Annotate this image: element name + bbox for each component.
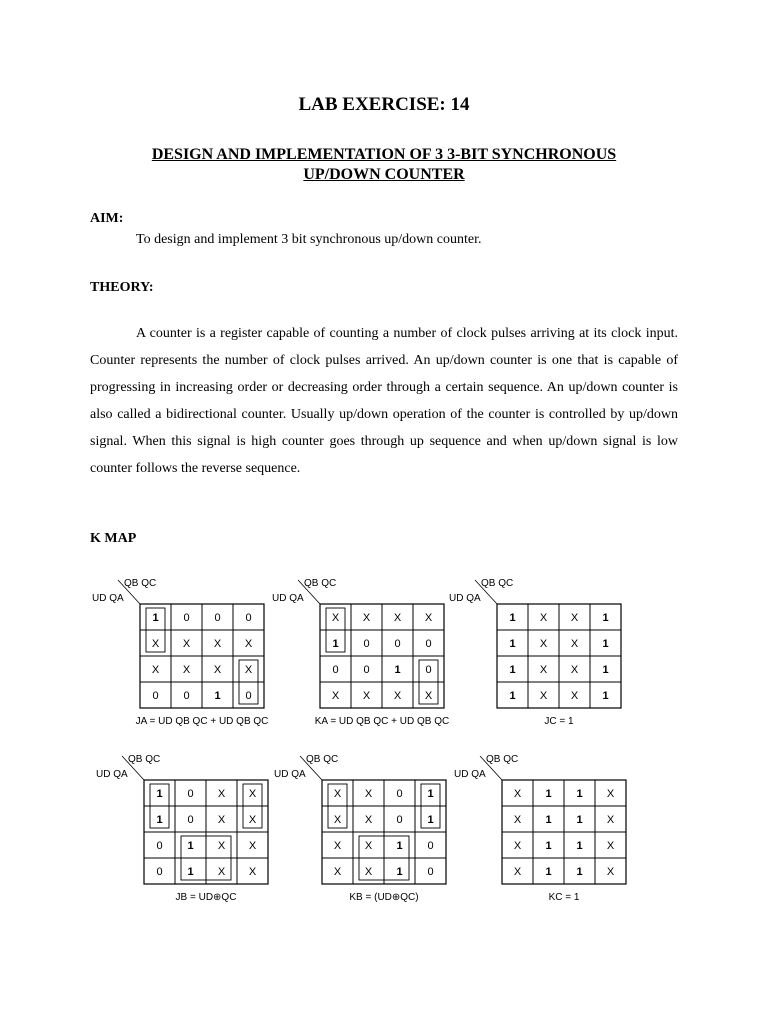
kmap-cell: X [248,840,257,852]
theory-paragraph: A counter is a register capable of counting a number of clock pulses arriving at its clock input. Counter represents the number of clock pulses arrived. An up/down counter is one that is capable of progressing in increasing order or decreasing order through a certain sequence. An up/down counter is also called a bidirectional counter. Usually up/down operation of the counter is controlled by up/down signal. When this signal is high counter goes through up sequence and when up/down signal is low counter follows the reverse sequence. [90,326,678,476]
kmap-cell: X [331,690,340,702]
kmap-cell: X [539,638,548,650]
kmap-cell: X [606,840,615,852]
kmap-cell: 1 [396,866,403,878]
kmap-cell: 0 [425,638,432,650]
kmap-cell: X [364,814,373,826]
theory-heading: THEORY: [90,280,154,295]
kmap-cell: 0 [427,840,434,852]
kmap-cell: 0 [183,690,190,702]
kmap-cell: X [393,612,402,624]
kmap-cell: 0 [245,690,252,702]
kmap-cell: 0 [396,814,403,826]
kmap-cell: 0 [363,664,370,676]
kmap-cell: X [182,638,191,650]
kmap-cell: X [248,866,257,878]
kmap-cell: 0 [183,612,190,624]
kmap-cell: X [364,788,373,800]
kmap-cell: 0 [214,612,221,624]
subtitle-line-2: UP/DOWN COUNTER [303,166,465,183]
kmap-cell: X [362,690,371,702]
kmap-cell: 0 [332,664,339,676]
kmap-cell: X [513,788,522,800]
kmap-cell: X [362,612,371,624]
kmap-cell: 1 [156,788,163,800]
kmap-cell: X [570,612,579,624]
kmap-cell: X [513,866,522,878]
kmap-cell: X [244,638,253,650]
kmap-cell: X [151,638,160,650]
kmap-cell: X [151,664,160,676]
kmap-cell: 0 [425,664,432,676]
kmap-cell: 1 [576,814,583,826]
kmap-cell: 1 [576,788,583,800]
kmap-cell: X [606,866,615,878]
kmap-cell: X [333,840,342,852]
kmap-cell: 1 [509,664,516,676]
kmap-cell: 0 [396,788,403,800]
kmap-cell: X [424,690,433,702]
kmap-cell: X [513,840,522,852]
kmap-cell: 0 [394,638,401,650]
kmap-cell: X [539,690,548,702]
kmap-col-label: QB QC [304,578,337,589]
kmap-cell: 1 [509,690,516,702]
kmap-cell: X [606,788,615,800]
kmap-heading: K MAP [90,531,137,546]
kmap-row-label: UD QA [92,593,124,604]
lab-title: LAB EXERCISE: 14 [298,94,470,115]
kmap-cell: 1 [509,638,516,650]
kmap-cell: X [539,612,548,624]
kmap-cell: 0 [363,638,370,650]
kmap-caption: KA = UD QB QC + UD QB QC [314,716,450,727]
kmap-cell: X [570,690,579,702]
kmap-row-label: UD QA [272,593,304,604]
kmap-cell: 1 [427,788,434,800]
kmap-cell: 1 [576,840,583,852]
kmap-caption: JA = UD QB QC + UD QB QC [135,716,268,727]
kmap-cell: X [570,664,579,676]
kmap-caption: KC = 1 [548,892,580,903]
kmap-cell: 0 [152,690,159,702]
kmap-col-label: QB QC [306,754,339,765]
kmap-cell: X [331,612,340,624]
kmap-cell: X [213,664,222,676]
lab-subtitle [90,145,678,185]
kmap-cell: X [244,664,253,676]
kmap-cell: 0 [156,840,163,852]
kmap-cell: X [424,612,433,624]
kmap-cell: 0 [427,866,434,878]
aim-heading: AIM: [90,211,124,226]
kmap-caption: JC = 1 [544,716,574,727]
kmap-cell: 1 [332,638,339,650]
kmap-cell: X [217,866,226,878]
kmap-row-label: UD QA [274,769,306,780]
kmap-cell: 1 [187,866,194,878]
kmap-cell: 1 [545,814,552,826]
kmap-ja [88,572,268,730]
kmap-cell: X [248,788,257,800]
kmap-kb [270,748,460,906]
subtitle-line-1: DESIGN AND IMPLEMENTATION OF 3 3-BIT SYNCHRONOUS [151,146,617,163]
kmap-cell: X [393,690,402,702]
kmap-row-label: UD QA [449,593,481,604]
kmap-cell: X [333,814,342,826]
kmap-cell: 1 [156,814,163,826]
kmap-jb [92,748,272,906]
kmap-cell: 1 [394,664,401,676]
kmap-caption: KB = (UD⊕QC) [349,892,419,903]
kmap-cell: X [606,814,615,826]
kmap-cell: 0 [245,612,252,624]
kmap-ka [268,572,458,730]
kmap-row-label: UD QA [96,769,128,780]
kmap-cell: X [539,664,548,676]
kmap-cell: X [333,866,342,878]
kmap-cell: X [364,840,373,852]
kmap-jc [445,572,625,730]
kmap-cell: X [182,664,191,676]
kmap-col-label: QB QC [481,578,514,589]
kmap-col-label: QB QC [128,754,161,765]
kmap-cell: 0 [187,788,194,800]
kmap-cell: X [248,814,257,826]
kmap-cell: X [570,638,579,650]
kmap-caption: JB = UD⊕QC [175,892,237,903]
kmap-cell: 1 [509,612,516,624]
kmap-cell: 0 [156,866,163,878]
kmap-cell: X [333,788,342,800]
kmap-kc [450,748,630,906]
kmap-cell: X [213,638,222,650]
kmap-cell: X [217,788,226,800]
kmap-cell: 1 [576,866,583,878]
kmap-cell: 1 [545,840,552,852]
kmap-cell: 1 [396,840,403,852]
kmap-cell: 1 [214,690,221,702]
kmap-cell: 1 [545,788,552,800]
kmap-cell: X [217,840,226,852]
kmap-row-label: UD QA [454,769,486,780]
kmap-col-label: QB QC [124,578,157,589]
kmap-cell: 1 [602,690,609,702]
kmap-cell: 1 [427,814,434,826]
kmap-cell: 0 [187,814,194,826]
aim-text: To design and implement 3 bit synchronous up/down counter. [136,232,482,247]
kmap-cell: 1 [152,612,159,624]
kmap-cell: X [513,814,522,826]
kmap-cell: 1 [602,638,609,650]
kmap-col-label: QB QC [486,754,519,765]
kmap-cell: 1 [545,866,552,878]
kmap-cell: 1 [602,664,609,676]
kmap-cell: 1 [187,840,194,852]
kmap-cell: X [364,866,373,878]
kmap-cell: X [217,814,226,826]
kmap-cell: 1 [602,612,609,624]
